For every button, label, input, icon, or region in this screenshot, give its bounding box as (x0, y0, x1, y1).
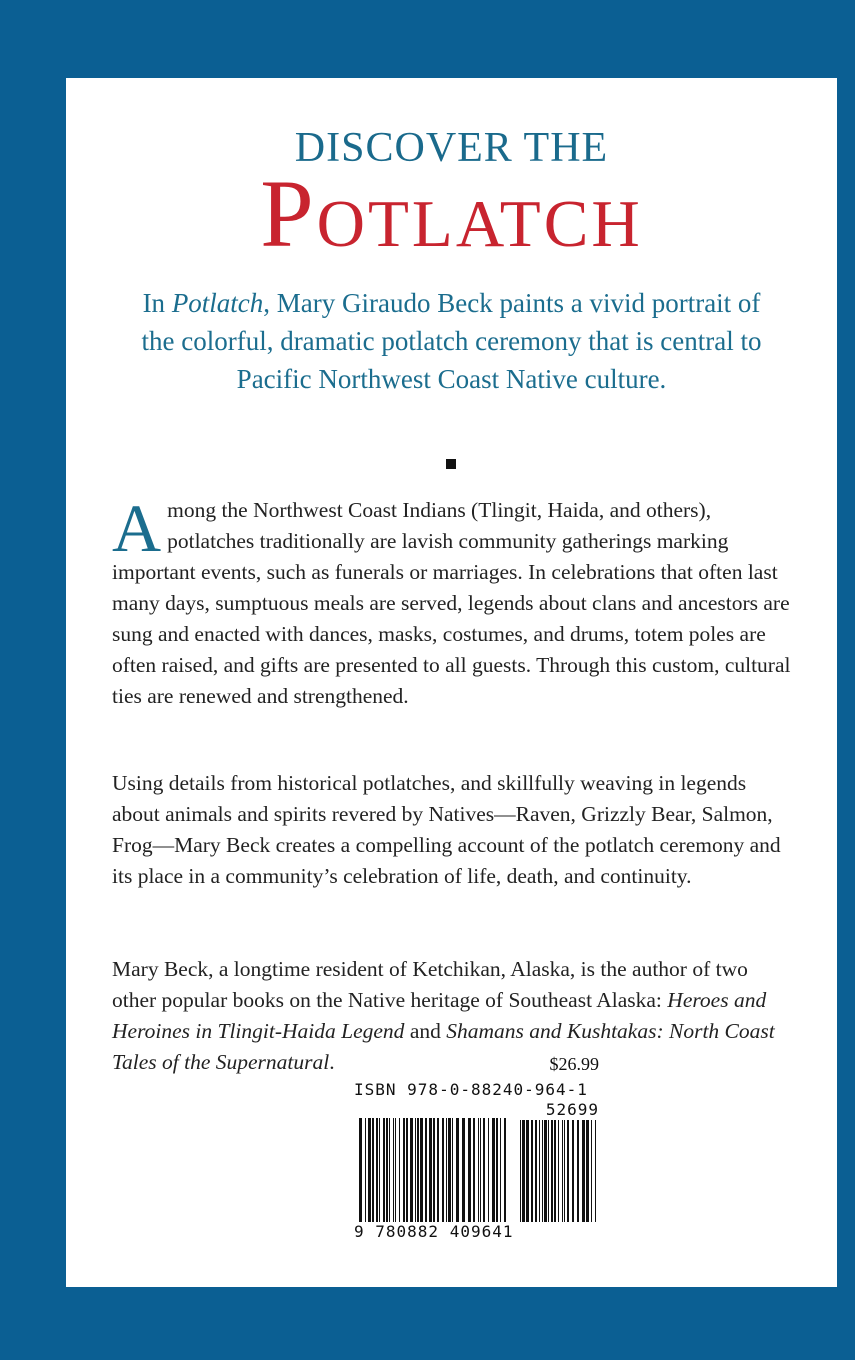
barcode-bar (406, 1118, 408, 1222)
barcode-bar (539, 1120, 540, 1222)
barcode-bar (379, 1118, 380, 1222)
barcode-bar (500, 1118, 501, 1222)
barcode-bar (562, 1120, 563, 1222)
barcode-bar (591, 1120, 592, 1222)
barcode-bar (492, 1118, 495, 1222)
barcode-bar (386, 1118, 388, 1222)
barcode-bar (542, 1120, 543, 1222)
barcode-bar (520, 1120, 521, 1222)
barcode-bar (488, 1118, 489, 1222)
drop-cap: A (112, 490, 162, 566)
barcode-bar (586, 1120, 589, 1222)
barcode-bar (417, 1118, 419, 1222)
barcode-bar (389, 1118, 390, 1222)
barcode-bar (554, 1120, 556, 1222)
barcode-bar (448, 1118, 451, 1222)
barcode-block (354, 1054, 599, 1254)
barcode-bar (415, 1118, 416, 1222)
barcode-bar (403, 1118, 405, 1222)
intro-blurb (126, 284, 777, 398)
intro-title-italic: Potlatch (171, 288, 264, 318)
barcode-bar (395, 1118, 396, 1222)
barcode-bar (544, 1120, 547, 1222)
intro-text-end: , Mary Giraudo Beck paints a vivid portrait of the colorful, dramatic potlatch ceremony that is central to Pacific Northwest Coast Native culture. (141, 288, 762, 394)
paragraph-1-text: mong the Northwest Coast Indians (Tlingit, Haida, and others), potlatches traditionally are lavish community gatherings marking important events, such as funerals or marriages. In celebrations that often last many days, sumptuous meals are served, legends about clans and ancestors are sung and enacted with dances, masks, costumes, and drums, totem poles are often raised, and gifts are presented to all guests. Through this custom, cultural ties are renewed and strengthened. (112, 498, 791, 708)
barcode-bar (531, 1120, 533, 1222)
barcode-bar (496, 1118, 498, 1222)
heading-title: Potlatch (260, 160, 643, 267)
barcode-bar (429, 1118, 432, 1222)
barcode-bar (376, 1118, 378, 1222)
book-title-2: Shamans and Kushtakas: North Coast Tales of the Supernatural (112, 1019, 775, 1074)
supplement-barcode (520, 1120, 596, 1222)
barcode-bar (359, 1118, 362, 1222)
intro-text-start: In (142, 288, 172, 318)
barcode-bar (526, 1120, 529, 1222)
paragraph-2: Using details from historical potlatches, and skillfully weaving in legends about animals and spirits revered by Natives—Raven, Grizzly Bear, Salmon, Frog—Mary Beck creates a compelling account of the potlatch ceremony and its place in a community’s celebration of life, death, and continuity. (112, 771, 781, 888)
barcode-bar (442, 1118, 444, 1222)
barcode-bar (452, 1118, 453, 1222)
barcode-bar (567, 1120, 569, 1222)
barcode-bar (522, 1120, 525, 1222)
paragraph-3-text-c: . (329, 1050, 335, 1074)
back-cover-panel (66, 78, 837, 1287)
barcode-bar (410, 1118, 413, 1222)
barcode-bar (504, 1118, 506, 1222)
barcode-bar (393, 1118, 394, 1222)
supplement-code: 52699 (545, 1100, 599, 1119)
paragraph-3-text-a: Mary Beck, a longtime resident of Ketchikan, Alaska, is the author of two other popular books on the Native heritage of Southeast Alaska: (112, 957, 748, 1012)
isbn-label: ISBN 978-0-88240-964-1 (354, 1080, 588, 1099)
paragraph-1 (112, 490, 792, 712)
barcode-bar (462, 1118, 465, 1222)
barcode-bar (572, 1120, 574, 1222)
barcode-bar (577, 1120, 579, 1222)
barcode-number: 9 780882 409641 (354, 1222, 514, 1241)
barcode-bar (446, 1118, 447, 1222)
barcode-bar (564, 1120, 565, 1222)
barcode-bar (368, 1118, 371, 1222)
price-label: $26.99 (549, 1054, 599, 1074)
barcode-bar (399, 1118, 400, 1222)
barcode-bar (372, 1118, 374, 1222)
barcode-bar (456, 1118, 459, 1222)
barcode-bar (365, 1118, 366, 1222)
ean-barcode (359, 1118, 509, 1222)
barcode-bar (480, 1118, 481, 1222)
barcode-bar (425, 1118, 427, 1222)
barcode-bar (478, 1118, 479, 1222)
book-title-1: Heroes and Heroines in Tlingit-Haida Legend (112, 988, 767, 1043)
barcode-bar (551, 1120, 553, 1222)
barcode-bar (420, 1118, 423, 1222)
barcode-bar (473, 1118, 475, 1222)
barcode-bar (437, 1118, 439, 1222)
barcode-bar (483, 1118, 485, 1222)
barcode-bar (383, 1118, 385, 1222)
barcode-bar (558, 1120, 559, 1222)
barcode-bar (548, 1120, 549, 1222)
barcode-bar (535, 1120, 537, 1222)
barcode-bar (595, 1120, 596, 1222)
paragraph-3-text-b: and (404, 1019, 447, 1043)
barcode-bar (433, 1118, 435, 1222)
barcode-bar (582, 1120, 585, 1222)
heading-discover: DISCOVER THE (294, 125, 609, 171)
barcode-bar (468, 1118, 471, 1222)
separator-square (446, 459, 456, 469)
